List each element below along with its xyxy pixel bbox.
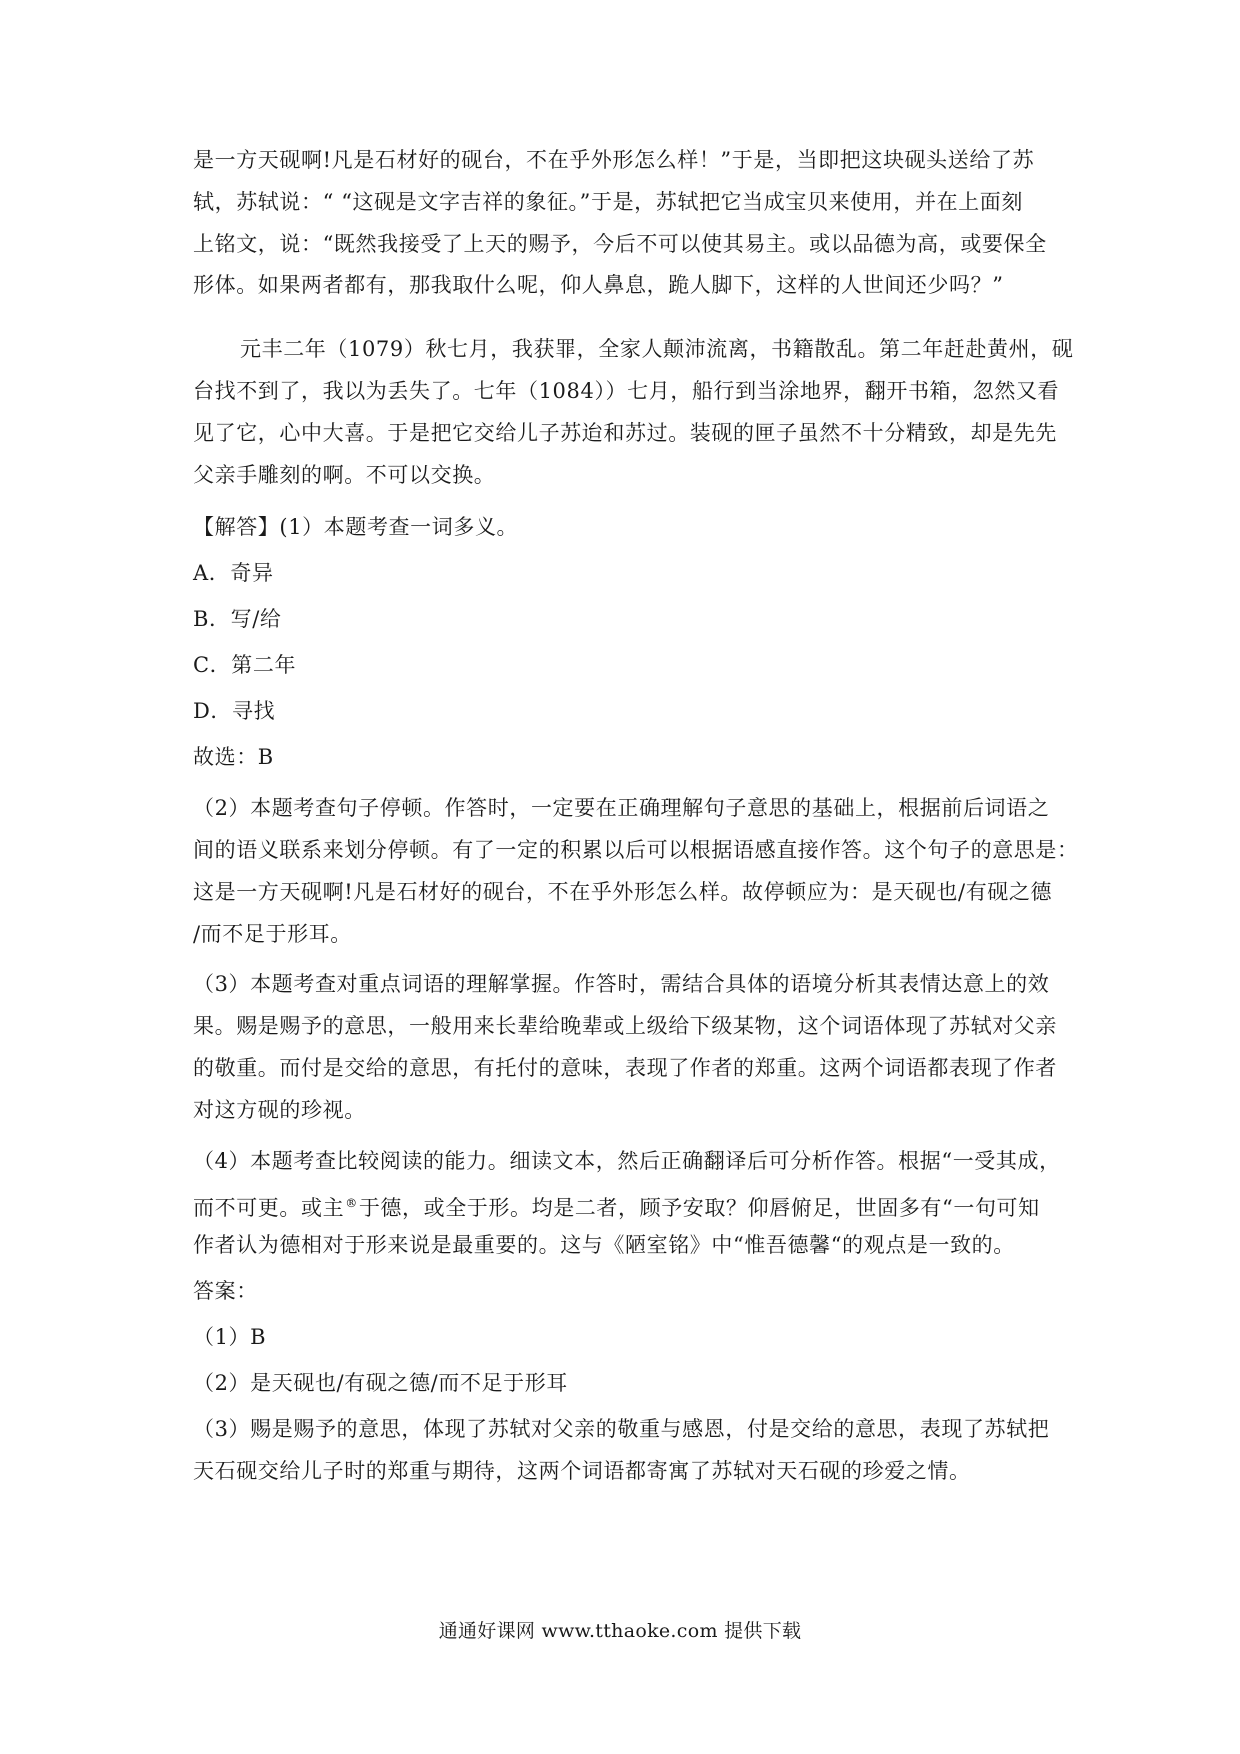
part3-line: （3）本题考查对重点词语的理解掌握。作答时，需结合具体的语境分析其表情达意上的效	[193, 972, 1050, 996]
answer-line: 天石砚交给儿子时的郑重与期待，这两个词语都寄寓了苏轼对天石砚的珍爱之情。	[193, 1459, 971, 1483]
paragraph2-line: 父亲手雕刻的啊。不可以交换。	[193, 463, 496, 487]
part4-line: （4）本题考查比较阅读的能力。细读文本，然后正确翻译后可分析作答。根据“一受其成，	[193, 1149, 1061, 1173]
part4-line2-start: 而不可更。或主	[193, 1196, 345, 1220]
paragraph1-line: 上铭文，说：“既然我接受了上天的赐予，今后不可以使其易主。或以品德为高，或要保全	[193, 232, 1047, 256]
option-a: A．奇异	[193, 561, 274, 585]
part3-line: 的敬重。而付是交给的意思，有托付的意味，表现了作者的郑重。这两个词语都表现了作者	[193, 1056, 1057, 1080]
part3-line: 果。赐是赐予的意思，一般用来长辈给晚辈或上级给下级某物，这个词语体现了苏轼对父亲	[193, 1014, 1057, 1038]
part2-line: /而不足于形耳。	[193, 922, 352, 946]
option-b: B．写/给	[193, 607, 282, 631]
answer-heading: 【解答】(1）本题考查一词多义。	[193, 515, 519, 539]
superscript-mark: ®	[345, 1196, 358, 1210]
page-footer: 通通好课网 www.tthaoke.com 提供下载	[438, 1620, 802, 1642]
part4-line: 作者认为德相对于形来说是最重要的。这与《陋室铭》中“惟吾德馨“的观点是一致的。	[193, 1233, 1015, 1257]
paragraph2-line: 元丰二年（1079）秋七月，我获罪，全家人颠沛流离，书籍散乱。第二年赶赴黄州，砚	[240, 337, 1074, 361]
answer-line: （2）是天砚也/有砚之德/而不足于形耳	[193, 1371, 568, 1395]
option-d: D．寻找	[193, 699, 276, 723]
paragraph1-line: 是一方天砚啊!凡是石材好的砚台，不在乎外形怎么样！”于是，当即把这块砚头送给了苏	[193, 148, 1035, 172]
answer-line: （3）赐是赐予的意思，体现了苏轼对父亲的敬重与感恩，付是交给的意思，表现了苏轼把	[193, 1417, 1050, 1441]
part4-line2-end: 于德，或全于形。均是二者，顾予安取？仰唇俯足，世固多有“一句可知	[358, 1196, 1040, 1220]
answers-label: 答案：	[193, 1279, 258, 1303]
part2-line: （2）本题考查句子停顿。作答时，一定要在正确理解句子意思的基础上，根据前后词语之	[193, 796, 1050, 820]
paragraph1-line: 轼，苏轼说：“ “这砚是文字吉祥的象征。”于是，苏轼把它当成宝贝来使用，并在上面刻	[193, 190, 1023, 214]
part3-line: 对这方砚的珍视。	[193, 1098, 366, 1122]
answer-line: （1）B	[193, 1325, 267, 1349]
paragraph2-line: 见了它，心中大喜。于是把它交给儿子苏迨和苏过。装砚的匣子虽然不十分精致，却是先先	[193, 421, 1057, 445]
choice-line: 故选：B	[193, 745, 274, 769]
paragraph1-line: 形体。如果两者都有，那我取什么呢，仰人鼻息，跪人脚下，这样的人世间还少吗？”	[193, 273, 1004, 297]
part4-line	[193, 1188, 1040, 1223]
option-c: C．第二年	[193, 653, 297, 677]
paragraph2-line: 台找不到了，我以为丢失了。七年（1084））七月，船行到当涂地界，翻开书箱，忽然又看	[193, 379, 1060, 403]
part2-line: 这是一方天砚啊!凡是石材好的砚台，不在乎外形怎么样。故停顿应为：是天砚也/有砚之德	[193, 880, 1053, 904]
part2-line: 间的语义联系来划分停顿。有了一定的积累以后可以根据语感直接作答。这个句子的意思是：	[193, 838, 1079, 862]
